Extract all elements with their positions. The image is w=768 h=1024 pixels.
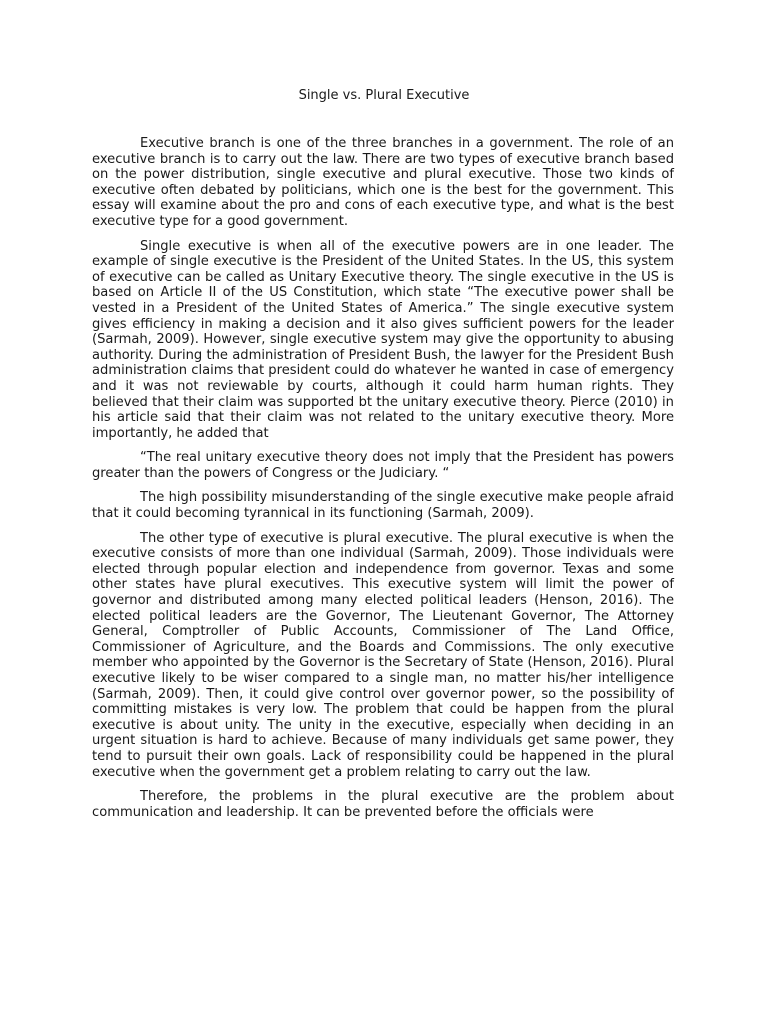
paragraph-misunderstanding: The high possibility misunderstanding of the single executive make people afraid that it could becoming tyrannical in its functioning (Sarmah, 2009). bbox=[92, 490, 674, 522]
paragraph-quote: “The real unitary executive theory does not imply that the President has powers greater than the powers of Congress or the Judiciary. “ bbox=[92, 450, 674, 481]
paragraph-plural-executive: The other type of executive is plural executive. The plural executive is when the executive consists of more than one individual (Sarmah, 2009). Those individuals were elected through popular election and independence from governor. Texas and some other states have plural executives. This executive system will limit the power of governor and distributed among many elected political leaders (Henson, 2016). The elected political leaders are the Governor, The Lieutenant Governor, The Attorney General, Comptroller of Public Accounts, Commissioner of The Land Office, Commissioner of Agriculture, and the Boards and Commissions. The only executive member who appointed by the Governor is the Secretary of State (Henson, 2016). Plural executive likely to be wiser compared to a single man, no matter his/her intelligence (Sarmah, 2009). Then, it could give control over governor power, so the possibility of committing mistakes is very low. The problem that could be happen from the plural executive is about unity. The unity in the executive, especially when deciding in an urgent situation is hard to achieve. Because of many individuals get same power, they tend to pursuit their own goals. Lack of responsibility could be happened in the plural executive when the government get a problem relating to carry out the law. bbox=[92, 530, 674, 780]
document-body bbox=[92, 136, 674, 829]
document-title: Single vs. Plural Executive bbox=[298, 88, 470, 103]
paragraph-single-executive: Single executive is when all of the executive powers are in one leader. The example of single executive is the President of the United States. In the US, this system of executive can be called as Unitary Executive theory. The single executive in the US is based on Article II of the US Constitution, which state “The executive power shall be vested in a President of the United States of America.” The single executive system gives efficiency in making a decision and it also gives sufficient powers for the leader (Sarmah, 2009). However, single executive system may give the opportunity to abusing authority. During the administration of President Bush, the lawyer for the President Bush administration claims that president could do whatever he wanted in case of emergency and it was not reviewable by courts, although it could harm human rights. They believed that their claim was supported bt the unitary executive theory. Pierce (2010) in his article said that their claim was not related to the unitary executive theory. More importantly, he added that bbox=[92, 238, 674, 441]
paragraph-intro: Executive branch is one of the three branches in a government. The role of an executive branch is to carry out the law. There are two types of executive branch based on the power distribution, single executive and plural executive. Those two kinds of executive often debated by politicians, which one is the best for the government. This essay will examine about the pro and cons of each executive type, and what is the best executive type for a good government. bbox=[92, 136, 674, 229]
paragraph-conclusion-start: Therefore, the problems in the plural executive are the problem about communication and leadership. It can be prevented before the officials were bbox=[92, 789, 674, 820]
